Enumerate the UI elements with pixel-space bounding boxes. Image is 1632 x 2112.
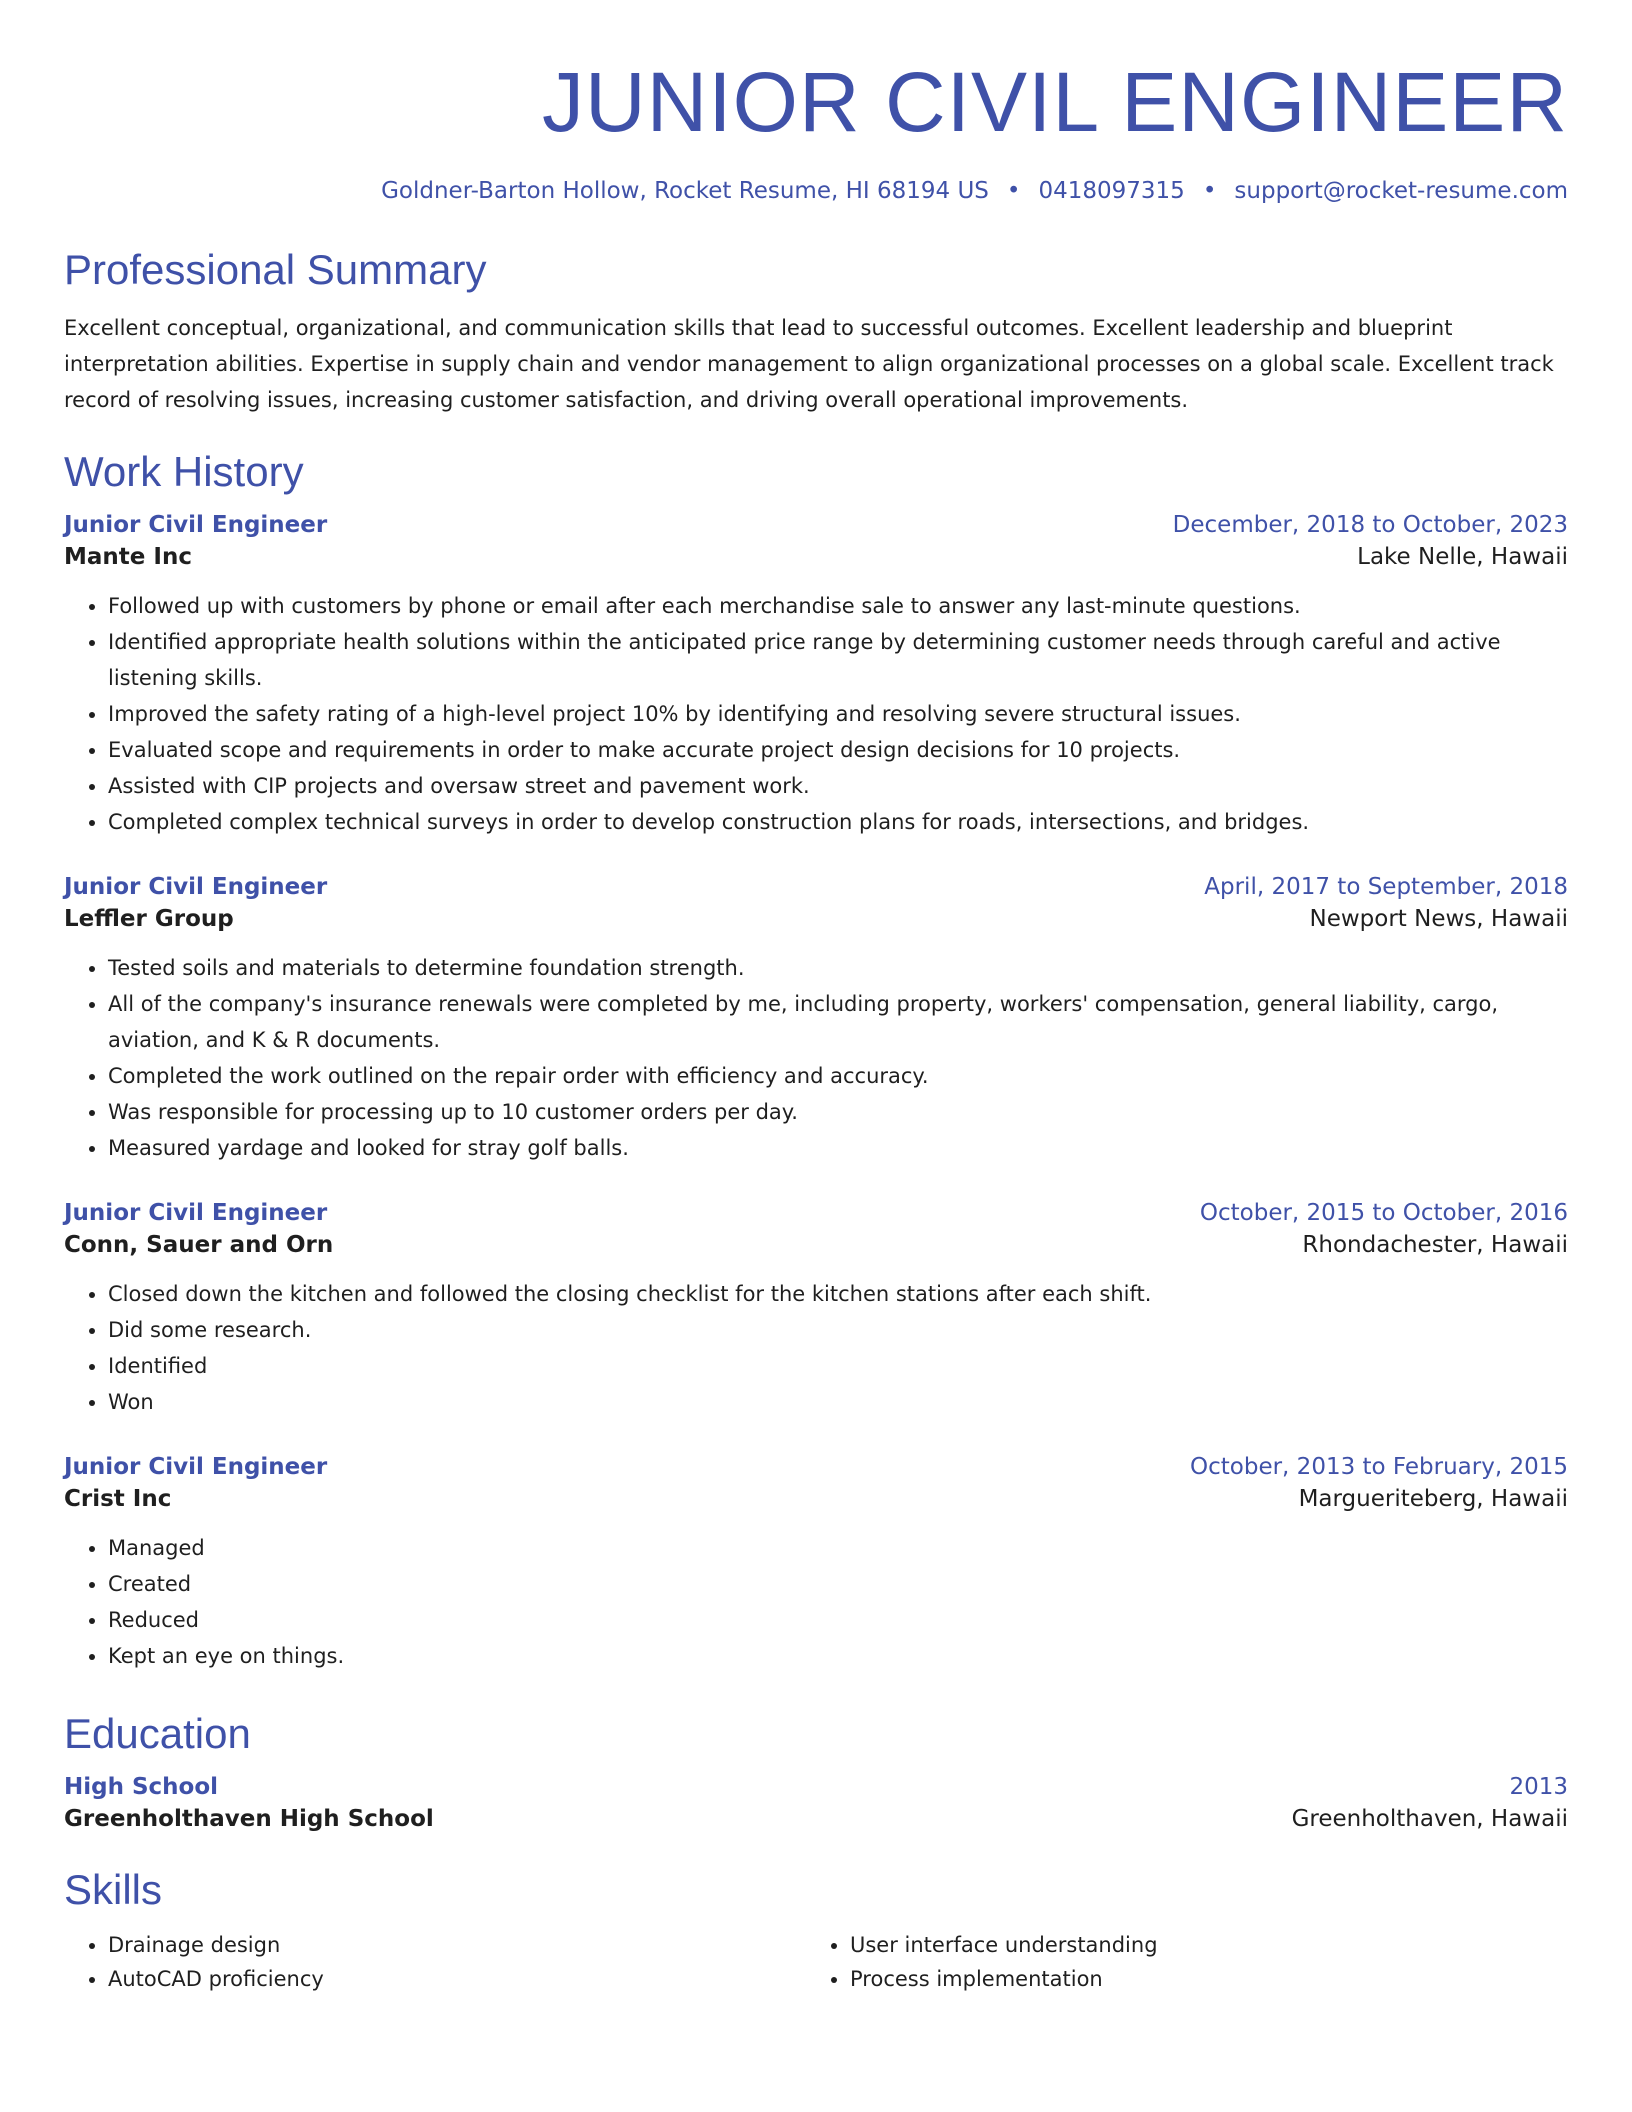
job-bullet: • Won: [108, 1384, 1568, 1420]
job-bullet: • Improved the safety rating of a high-level project 10% by identifying and resolving severe structural issues.: [108, 696, 1568, 732]
job-role: Junior Civil Engineer: [64, 512, 328, 538]
job-location: Margueriteberg, Hawaii: [1298, 1486, 1568, 1512]
job-entry: [64, 1454, 1568, 1674]
skills-heading: Skills: [64, 1866, 163, 1913]
job-bullet: • Measured yardage and looked for stray golf balls.: [108, 1130, 1568, 1166]
contact-email[interactable]: support@rocket-resume.com: [1234, 178, 1568, 204]
skill-item: • User interface understanding: [850, 1928, 1548, 1962]
job-entry: [64, 512, 1568, 840]
skills-column-right: [806, 1928, 1548, 1996]
education-location: Greenholthaven, Hawaii: [1291, 1806, 1568, 1832]
job-bullet: • Did some research.: [108, 1312, 1568, 1348]
job-dates: December, 2018 to October, 2023: [1172, 512, 1568, 538]
education-year: 2013: [1509, 1774, 1568, 1800]
contact-line: [64, 178, 1568, 204]
contact-separator: •: [1202, 178, 1217, 204]
skill-item: • Process implementation: [850, 1962, 1548, 1996]
contact-phone: 0418097315: [1038, 178, 1185, 204]
summary-text: Excellent conceptual, organizational, and communication skills that lead to successful outcomes. Excellent leadership and blueprint interpretation abilities. Expertise in supply chain and vendor management to align organizational processes on a global scale. Excellent track record of resolving issues, increasing customer satisfaction, and driving overall operational improvements.: [64, 316, 1554, 412]
job-bullet: • Completed complex technical surveys in order to develop construction plans for roads, intersections, and bridges.: [108, 804, 1568, 840]
job-role: Junior Civil Engineer: [64, 874, 328, 900]
job-bullet: • Identified: [108, 1348, 1568, 1384]
job-bullets: [64, 1276, 1568, 1420]
job-role: Junior Civil Engineer: [64, 1200, 328, 1226]
resume-title: JUNIOR CIVIL ENGINEER: [541, 55, 1568, 149]
job-location: Newport News, Hawaii: [1309, 906, 1568, 932]
job-entry: [64, 1200, 1568, 1420]
job-company: Conn, Sauer and Orn: [64, 1232, 334, 1258]
skill-item: • AutoCAD proficiency: [108, 1962, 806, 1996]
job-bullet: • Reduced: [108, 1602, 1568, 1638]
job-bullet: • Was responsible for processing up to 10 customer orders per day.: [108, 1094, 1568, 1130]
job-bullet: • Managed: [108, 1530, 1568, 1566]
job-bullet: • Kept an eye on things.: [108, 1638, 1568, 1674]
education-degree: High School: [64, 1774, 219, 1800]
job-bullet: • Tested soils and materials to determine foundation strength.: [108, 950, 1568, 986]
contact-separator: •: [1006, 178, 1021, 204]
resume-header: [64, 0, 1568, 204]
skills-column-left: [64, 1928, 806, 1996]
education-heading: Education: [64, 1710, 251, 1757]
contact-address: Goldner-Barton Hollow, Rocket Resume, HI 68194 US: [381, 178, 989, 204]
job-company: Leffler Group: [64, 906, 234, 932]
job-location: Lake Nelle, Hawaii: [1357, 544, 1568, 570]
job-bullet: • All of the company's insurance renewals were completed by me, including property, workers' compensation, general liability, cargo, aviation, and K & R documents.: [108, 986, 1568, 1058]
job-dates: October, 2013 to February, 2015: [1190, 1454, 1568, 1480]
job-location: Rhondachester, Hawaii: [1302, 1232, 1568, 1258]
skills-list: [64, 1928, 1568, 1996]
job-bullets: [64, 1530, 1568, 1674]
education-entry: [64, 1774, 1568, 1832]
job-entry: [64, 874, 1568, 1166]
job-bullet: • Completed the work outlined on the repair order with efficiency and accuracy.: [108, 1058, 1568, 1094]
work-history-list: [64, 512, 1568, 1674]
job-dates: October, 2015 to October, 2016: [1199, 1200, 1568, 1226]
job-bullet: • Created: [108, 1566, 1568, 1602]
job-bullet: • Followed up with customers by phone or email after each merchandise sale to answer any last-minute questions.: [108, 588, 1568, 624]
job-bullet: • Identified appropriate health solutions within the anticipated price range by determining customer needs through careful and active listening skills.: [108, 624, 1568, 696]
job-company: Mante Inc: [64, 544, 192, 570]
job-bullet: • Evaluated scope and requirements in order to make accurate project design decisions for 10 projects.: [108, 732, 1568, 768]
job-bullets: [64, 588, 1568, 840]
work-history-heading: Work History: [64, 448, 304, 495]
job-dates: April, 2017 to September, 2018: [1204, 874, 1568, 900]
job-bullet: • Assisted with CIP projects and oversaw street and pavement work.: [108, 768, 1568, 804]
skill-item: • Drainage design: [108, 1928, 806, 1962]
summary-heading: Professional Summary: [64, 246, 487, 293]
job-bullets: [64, 950, 1568, 1166]
job-bullet: • Closed down the kitchen and followed the closing checklist for the kitchen stations after each shift.: [108, 1276, 1568, 1312]
education-school: Greenholthaven High School: [64, 1806, 434, 1832]
job-role: Junior Civil Engineer: [64, 1454, 328, 1480]
job-company: Crist Inc: [64, 1486, 172, 1512]
